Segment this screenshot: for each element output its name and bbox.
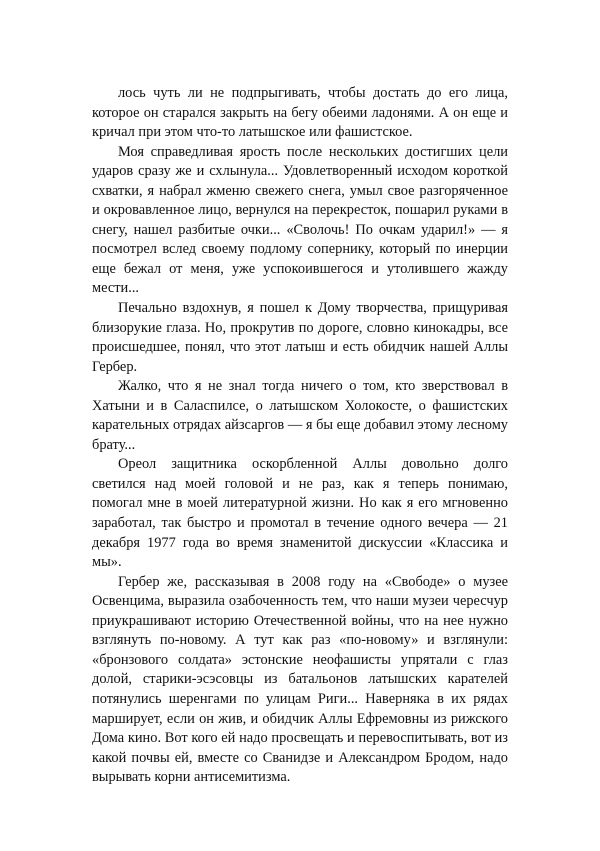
paragraph: Ореол защитника оскорбленной Аллы довольно долго светился над моей головой и не раз, как я теперь понимаю, помогал мне в моей литературной жизни. Но как я его мгновенно заработал, так быстро и промотал в течение одного вечера — 21 декабря 1977 года во время знаменитой дискуссии «Классика и мы». [92,456,508,571]
paragraph: Жалко, что я не знал тогда ничего о том, кто зверствовал в Хатыни и в Саласпилсе, о латышском Холокосте, о фашистских карательных отрядах айзсаргов — я бы еще добавил этому лесному брату... [92,378,508,453]
paragraph: лось чуть ли не подпрыгивать, чтобы достать до его лица, которое он старался закрыть на бегу обеими ладонями. А он еще и кричал при этом что-то латышское или фашистское. [92,85,508,141]
paragraph: Гербер же, рассказывая в 2008 году на «Свободе» о музее Освенцима, выразила озабоченность тем, что наши музеи чересчур приукрашивают историю Отечественной войны, что на нее нужно взглянуть по-новому. А тут как раз «по-новому» и взглянули: «бронзового солдата» эстонские неофашисты упрятали с глаз долой, старики-эсэсовцы из батальонов латышских карателей потянулись шеренгами по улицам Риги... Наверняка в их рядах марширует, если он жив, и обидчик Аллы Ефремовны из рижского Дома кино. Вот кого ей надо просвещать и перевоспитывать, вот из какой почвы ей, вместе со Сванидзе и Александром Бродом, надо вырывать корни антисемитизма. [92,573,508,786]
body-text-block [92,84,508,788]
paragraph: Моя справедливая ярость после нескольких достигших цели ударов сразу же и схлынула... Удовлетворенный исходом короткой схватки, я набрал жменю свежего снега, умыл свое разгоряченное и окровавленное лицо, вернулся на перекресток, пошарил руками в снегу, нашел разбитые очки... «Сволочь! По очкам ударил!» — я посмотрел вслед своему подлому сопернику, который по инерции еще бежал от меня, уже успокоившегося и утолившего жажду мести... [92,143,508,297]
paragraph: Печально вздохнув, я пошел к Дому творчества, прищуривая близорукие глаза. Но, прокрутив по дороге, словно кинокадры, все происшедшее, понял, что этот латыш и есть обидчик нашей Аллы Гербер. [92,300,508,375]
